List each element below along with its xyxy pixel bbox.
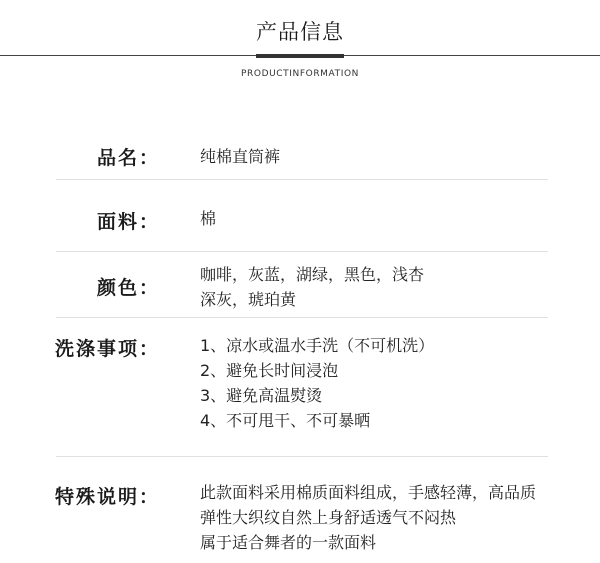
value-line: 此款面料采用棉质面料组成，手感轻薄，高品质 — [200, 483, 537, 502]
value-line: 纯棉直筒裤 — [200, 147, 281, 166]
page-subtitle: PRODUCTINFORMATION — [241, 69, 359, 79]
special-notes-value — [200, 480, 590, 555]
product-name-label: 品名： — [96, 147, 160, 169]
row-divider — [56, 317, 548, 318]
special-notes-label: 特殊说明： — [54, 486, 160, 508]
product-name-value — [200, 144, 590, 169]
value-line: 弹性大织纹自然上身舒适透气不闷热 — [200, 508, 457, 527]
fabric-label: 面料： — [96, 211, 160, 233]
header-accent-bar — [256, 54, 344, 58]
value-line: 3、避免高温熨烫 — [200, 386, 323, 405]
value-line: 属于适合舞者的一款面料 — [200, 533, 377, 552]
value-line: 1、凉水或温水手洗（不可机洗） — [200, 336, 435, 355]
value-line: 咖啡，灰蓝，湖绿，黑色，浅杏 — [200, 265, 425, 284]
value-line: 4、不可甩干、不可暴晒 — [200, 411, 371, 430]
row-divider — [56, 456, 548, 457]
fabric-value — [200, 206, 590, 231]
page-title: 产品信息 — [256, 20, 344, 44]
value-line: 棉 — [200, 209, 217, 228]
color-value — [200, 262, 590, 312]
row-divider — [56, 251, 548, 252]
color-label: 颜色： — [96, 277, 160, 299]
value-line: 深灰，琥珀黄 — [200, 290, 297, 309]
washing-value — [200, 333, 590, 433]
value-line: 2、避免长时间浸泡 — [200, 361, 339, 380]
row-divider — [56, 179, 548, 180]
washing-label: 洗涤事项： — [54, 338, 160, 360]
